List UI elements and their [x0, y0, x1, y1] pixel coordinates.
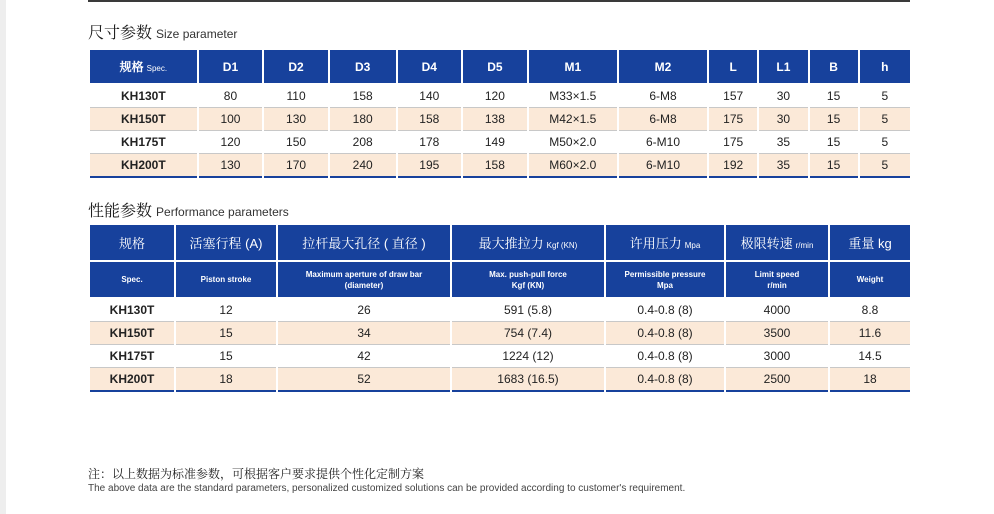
perf-header-sub: Mpa: [684, 241, 701, 250]
table-cell: 15: [810, 154, 858, 178]
table-cell: 170: [264, 154, 328, 178]
table-row: [90, 322, 910, 345]
left-edge-strip: [0, 0, 6, 514]
table-row: [90, 131, 910, 154]
perf-header-row-en: [90, 262, 910, 299]
table-cell: 52: [278, 368, 450, 392]
perf-header-en-line: Weight: [856, 275, 884, 284]
performance-parameter-table: [88, 225, 912, 392]
table-cell: 175: [709, 108, 757, 131]
table-cell: 35: [759, 154, 807, 178]
header-d2: D2: [264, 50, 328, 85]
table-cell: 178: [398, 131, 462, 154]
perf-header-en-line: Permissible pressure: [624, 269, 706, 279]
table-cell: 42: [278, 345, 450, 368]
perf-header-en: [90, 262, 174, 299]
table-cell: 15: [810, 85, 858, 108]
table-cell: 6-M8: [619, 108, 707, 131]
table-cell: 8.8: [830, 299, 910, 322]
perf-header-en: [606, 262, 724, 299]
table-cell: 6-M8: [619, 85, 707, 108]
table-cell: 34: [278, 322, 450, 345]
model-cell: KH175T: [90, 345, 174, 368]
table-cell: 26: [278, 299, 450, 322]
model-cell: KH200T: [90, 154, 197, 178]
perf-title-zh: 性能参数: [88, 203, 153, 220]
table-cell: 0.4-0.8 (8): [606, 368, 724, 392]
footnote-zh: 注：以上数据为标准参数，可根据客户要求提供个性化定制方案: [88, 467, 425, 481]
table-cell: M33×1.5: [529, 85, 617, 108]
table-cell: 5: [860, 154, 910, 178]
table-cell: 175: [709, 131, 757, 154]
table-row: [90, 368, 910, 392]
perf-header-row-zh: [90, 225, 910, 262]
table-cell: 80: [199, 85, 263, 108]
size-title-en: Size parameter: [156, 27, 238, 41]
table-cell: M50×2.0: [529, 131, 617, 154]
perf-header-en: [830, 262, 910, 299]
perf-header-en-line: Maximum aperture of draw bar: [305, 269, 423, 279]
table-cell: 0.4-0.8 (8): [606, 322, 724, 345]
header-spec: [90, 50, 197, 85]
table-cell: 4000: [726, 299, 828, 322]
perf-header-sub: r/min: [795, 241, 814, 250]
table-cell: 11.6: [830, 322, 910, 345]
table-cell: 120: [463, 85, 527, 108]
perf-header-main: 拉杆最大孔径 ( 直径 ): [302, 236, 426, 251]
table-cell: 158: [463, 154, 527, 178]
table-cell: 240: [330, 154, 396, 178]
model-cell: KH130T: [90, 299, 174, 322]
table-row: [90, 345, 910, 368]
top-divider: [88, 0, 910, 2]
table-cell: 195: [398, 154, 462, 178]
header-spec-zh: 规格: [119, 60, 144, 74]
table-cell: 158: [330, 85, 396, 108]
perf-header-main: 极限转速: [740, 236, 793, 251]
perf-header-main: 规格: [118, 236, 145, 251]
perf-header-zh: [606, 225, 724, 262]
table-cell: 754 (7.4): [452, 322, 604, 345]
table-cell: 0.4-0.8 (8): [606, 299, 724, 322]
table-row: [90, 154, 910, 178]
perf-header-sub: Kgf (KN): [546, 241, 578, 250]
model-cell: KH200T: [90, 368, 174, 392]
table-cell: 15: [176, 345, 276, 368]
table-cell: 1224 (12): [452, 345, 604, 368]
perf-header-en-line: Max. push-pull force: [489, 269, 567, 279]
header-b: B: [810, 50, 858, 85]
table-cell: 30: [759, 108, 807, 131]
perf-header-main: 重量 kg: [848, 236, 892, 251]
table-cell: 14.5: [830, 345, 910, 368]
perf-header-zh: [176, 225, 276, 262]
perf-header-en-line: Limit speed: [754, 269, 800, 279]
table-cell: 6-M10: [619, 154, 707, 178]
perf-header-main: 最大推拉力: [478, 236, 544, 251]
table-cell: 35: [759, 131, 807, 154]
table-cell: 12: [176, 299, 276, 322]
table-cell: 6-M10: [619, 131, 707, 154]
header-d5: D5: [463, 50, 527, 85]
table-cell: 100: [199, 108, 263, 131]
perf-header-en-line: Spec.: [121, 275, 143, 284]
perf-header-zh: [452, 225, 604, 262]
header-d3: D3: [330, 50, 396, 85]
table-cell: 150: [264, 131, 328, 154]
perf-header-en-line: Mpa: [657, 280, 673, 290]
perf-header-en-line: (diameter): [344, 280, 384, 290]
table-cell: M60×2.0: [529, 154, 617, 178]
header-h: h: [860, 50, 910, 85]
table-cell: 130: [199, 154, 263, 178]
table-cell: 1683 (16.5): [452, 368, 604, 392]
perf-header-main: 许用压力: [629, 236, 682, 251]
model-cell: KH150T: [90, 322, 174, 345]
table-cell: 15: [176, 322, 276, 345]
header-d4: D4: [398, 50, 462, 85]
perf-table-body: [90, 299, 910, 392]
perf-header-zh: [90, 225, 174, 262]
model-cell: KH175T: [90, 131, 197, 154]
table-cell: 140: [398, 85, 462, 108]
table-cell: 130: [264, 108, 328, 131]
table-cell: 120: [199, 131, 263, 154]
table-cell: 5: [860, 108, 910, 131]
header-d1: D1: [199, 50, 263, 85]
size-title-zh: 尺寸参数: [88, 25, 153, 42]
model-cell: KH150T: [90, 108, 197, 131]
table-cell: 208: [330, 131, 396, 154]
table-cell: 192: [709, 154, 757, 178]
table-cell: M42×1.5: [529, 108, 617, 131]
table-cell: 3000: [726, 345, 828, 368]
perf-title-en: Performance parameters: [156, 205, 289, 219]
header-m2: M2: [619, 50, 707, 85]
header-l: L: [709, 50, 757, 85]
perf-header-en-line: Piston stroke: [200, 275, 252, 284]
performance-parameter-title: [88, 198, 289, 221]
table-cell: 15: [810, 131, 858, 154]
table-cell: 110: [264, 85, 328, 108]
perf-header-en: [726, 262, 828, 299]
perf-header-en: [452, 262, 604, 299]
model-cell: KH130T: [90, 85, 197, 108]
size-table-body: [90, 85, 910, 178]
table-cell: 5: [860, 85, 910, 108]
perf-header-zh: [830, 225, 910, 262]
perf-header-main: 活塞行程 (A): [189, 236, 263, 251]
perf-header-zh: [726, 225, 828, 262]
table-cell: 157: [709, 85, 757, 108]
header-spec-en: Spec.: [146, 64, 168, 73]
table-cell: 15: [810, 108, 858, 131]
table-cell: 3500: [726, 322, 828, 345]
table-cell: 158: [398, 108, 462, 131]
table-cell: 149: [463, 131, 527, 154]
size-parameter-title: [88, 20, 237, 43]
perf-header-zh: [278, 225, 450, 262]
footnote-en: The above data are the standard parameters, personalized customized solutions can be provided according to customer's requirement.: [88, 483, 686, 494]
table-cell: 2500: [726, 368, 828, 392]
table-cell: 180: [330, 108, 396, 131]
table-cell: 5: [860, 131, 910, 154]
table-cell: 138: [463, 108, 527, 131]
size-parameter-table: [88, 50, 912, 178]
perf-header-en: [278, 262, 450, 299]
size-header-row: [90, 50, 910, 85]
table-cell: 591 (5.8): [452, 299, 604, 322]
table-row: [90, 85, 910, 108]
table-row: [90, 108, 910, 131]
footnote: [88, 467, 685, 495]
perf-header-en: [176, 262, 276, 299]
perf-header-en-line: Kgf (KN): [511, 280, 545, 290]
table-cell: 30: [759, 85, 807, 108]
table-cell: 18: [830, 368, 910, 392]
table-row: [90, 299, 910, 322]
table-cell: 0.4-0.8 (8): [606, 345, 724, 368]
header-m1: M1: [529, 50, 617, 85]
table-cell: 18: [176, 368, 276, 392]
header-l1: L1: [759, 50, 807, 85]
perf-header-en-line: r/min: [767, 280, 787, 290]
